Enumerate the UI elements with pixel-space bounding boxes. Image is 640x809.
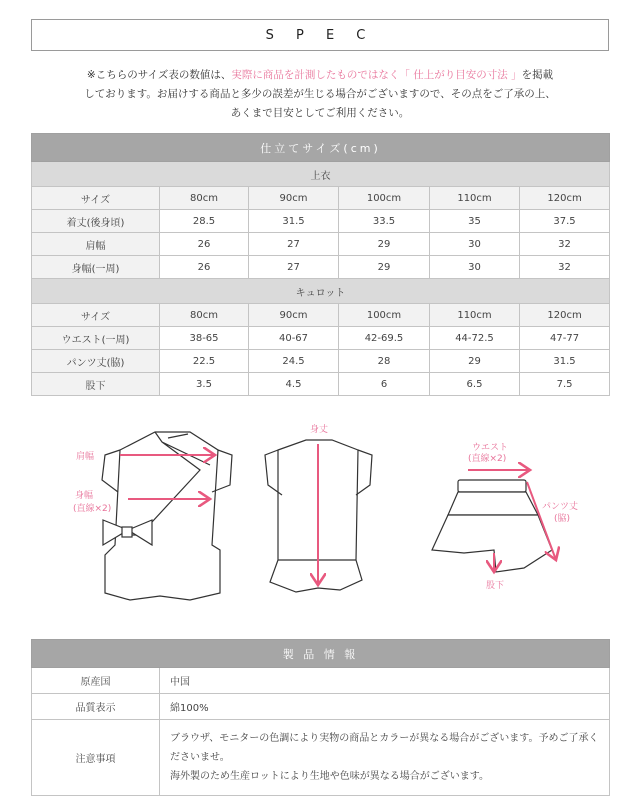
table-cell: 32 [520, 233, 610, 256]
label-body-width: 身幅 [75, 491, 94, 501]
label-waist-note: (直線×2) [468, 454, 507, 464]
culotte-drawing [432, 480, 552, 572]
table-row [32, 373, 610, 396]
section-top-title: 上衣 [32, 162, 610, 187]
table-cell: 31.5 [249, 210, 339, 233]
header-cell: 100cm [339, 304, 430, 327]
size-notice [0, 66, 640, 123]
table-cell: 24.5 [249, 350, 339, 373]
table-header-row [32, 187, 610, 210]
table-cell: 40-67 [249, 327, 339, 350]
notice-line3: あくまで目安としてご利用ください。 [230, 107, 410, 119]
table-cell: 33.5 [339, 210, 430, 233]
notes-line: 海外製のため生産ロットにより生地や色味が異なる場合がございます。 [170, 771, 489, 782]
table-header-row [32, 304, 610, 327]
table-row [32, 210, 610, 233]
header-cell: 90cm [249, 187, 339, 210]
row-label: 原産国 [32, 668, 160, 694]
label-length: 身丈 [310, 425, 329, 435]
header-cell: 80cm [160, 187, 249, 210]
table-cell: 29 [339, 233, 430, 256]
row-label: 股下 [32, 373, 160, 396]
table-cell: 27 [249, 233, 339, 256]
notice-line1-post: を掲載 [521, 69, 554, 81]
header-cell: 100cm [339, 187, 430, 210]
top-front-drawing [102, 432, 232, 600]
row-label: 着丈(後身頃) [32, 210, 160, 233]
table-row [32, 350, 610, 373]
row-label: 品質表示 [32, 694, 160, 720]
measurement-illustrations [60, 410, 600, 610]
header-cell: 110cm [430, 304, 520, 327]
spec-title: S P E C [265, 27, 375, 43]
product-info-table [31, 639, 610, 796]
table-cell: 27 [249, 256, 339, 279]
table-cell: 47-77 [520, 327, 610, 350]
table-cell: 6 [339, 373, 430, 396]
table-cell: 42-69.5 [339, 327, 430, 350]
table-row [32, 327, 610, 350]
table-cell: 26 [160, 233, 249, 256]
table-cell: 38-65 [160, 327, 249, 350]
table-cell: 37.5 [520, 210, 610, 233]
row-label: 肩幅 [32, 233, 160, 256]
table-row [32, 256, 610, 279]
table-row [32, 668, 610, 694]
notice-highlight: 実際に商品を計測したものではなく「 仕上がり目安の寸法 」 [231, 69, 522, 81]
table-cell: 31.5 [520, 350, 610, 373]
label-waist: ウエスト [472, 443, 509, 453]
label-shoulder-width: 肩幅 [76, 452, 95, 462]
notes-line: ださいませ。 [170, 752, 230, 763]
product-info-title: 製 品 情 報 [32, 640, 610, 668]
table-cell: 中国 [160, 668, 610, 694]
table-cell: 30 [430, 233, 520, 256]
label-pants-length-note: (脇) [554, 514, 571, 524]
table-cell: 28.5 [160, 210, 249, 233]
table-cell: 綿100% [160, 694, 610, 720]
table-cell: 28 [339, 350, 430, 373]
header-cell: 110cm [430, 187, 520, 210]
header-cell: 80cm [160, 304, 249, 327]
table-cell: 29 [430, 350, 520, 373]
header-cell: 120cm [520, 304, 610, 327]
label-pants-length: パンツ丈 [542, 502, 579, 512]
table-row [32, 233, 610, 256]
notice-line1-pre: ※こちらのサイズ表の数値は、 [86, 69, 232, 81]
table-cell [160, 720, 610, 796]
table-cell: 30 [430, 256, 520, 279]
table-cell: 29 [339, 256, 430, 279]
row-label: パンツ丈(脇) [32, 350, 160, 373]
label-inseam: 股下 [486, 581, 505, 591]
table-row [32, 720, 610, 796]
row-label: 身幅(一周) [32, 256, 160, 279]
table-row [32, 694, 610, 720]
header-cell: サイズ [32, 304, 160, 327]
label-body-width-note: (直線×2) [73, 504, 112, 514]
table-cell: 6.5 [430, 373, 520, 396]
table-cell: 44-72.5 [430, 327, 520, 350]
header-cell: 120cm [520, 187, 610, 210]
size-table [31, 133, 610, 396]
section-culotte-title: キュロット [32, 279, 610, 304]
row-label: ウエスト(一周) [32, 327, 160, 350]
notes-line: ブラウザ、モニターの色調により実物の商品とカラーが異なる場合がございます。予めご了承く [170, 733, 599, 744]
table-cell: 4.5 [249, 373, 339, 396]
table-cell: 26 [160, 256, 249, 279]
size-table-title: 仕立てサイズ(cm) [32, 134, 610, 162]
table-cell: 32 [520, 256, 610, 279]
row-label: 注意事項 [32, 720, 160, 796]
header-cell: サイズ [32, 187, 160, 210]
table-cell: 22.5 [160, 350, 249, 373]
spec-heading [31, 19, 609, 51]
table-cell: 35 [430, 210, 520, 233]
header-cell: 90cm [249, 304, 339, 327]
notice-line2: しております。お届けする商品と多少の誤差が生じる場合がございますので、その点をご了承の上、 [84, 88, 556, 100]
table-cell: 7.5 [520, 373, 610, 396]
table-cell: 3.5 [160, 373, 249, 396]
